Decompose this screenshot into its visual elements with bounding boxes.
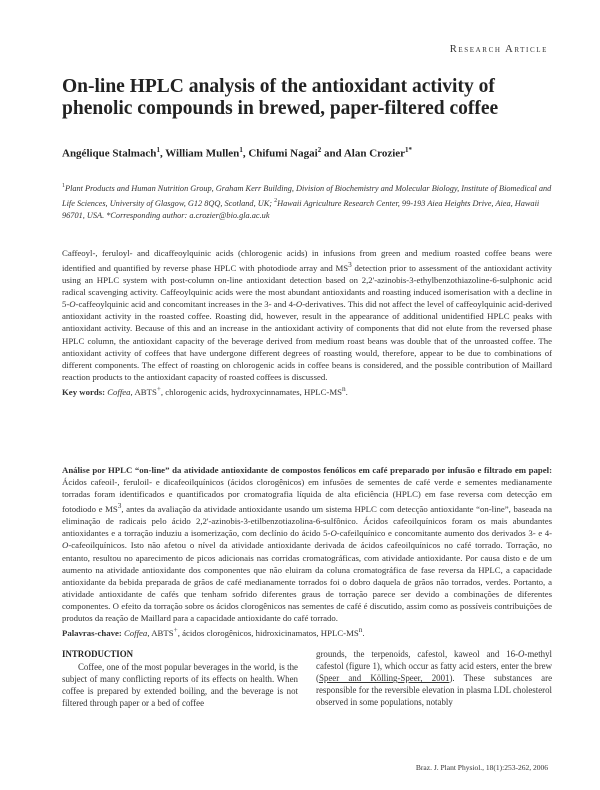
italic-o: O <box>69 299 76 310</box>
italic-o: O <box>295 299 303 310</box>
body-column-right <box>316 648 552 708</box>
superscript: n <box>358 626 363 635</box>
italic-o: O <box>330 528 337 539</box>
body-text: grounds, the terpenoids, cafestol, kaweol and 16- <box>316 649 518 659</box>
keywords-label: Key words: <box>62 386 106 397</box>
keywords: , ABTS <box>130 386 157 397</box>
superscript: n <box>341 384 346 393</box>
section-heading-introduction: INTRODUCTION <box>62 649 134 659</box>
affiliation-text: Hawaii Agriculture Research Center, 99-193 Aiea Heights Drive, Aiea, Hawaii 96701, USA. *Corresponding author: a.crozier@bio.gla.ac.uk <box>62 198 540 221</box>
reference-link[interactable]: Speer and Kölling-Speer, 2001 <box>318 673 450 684</box>
keywords: . <box>362 628 365 639</box>
resumo-title: Análise por HPLC “on-line” da atividade antioxidante de compostos fenólicos em café preparado por infusão e filtrado em papel: <box>62 465 552 475</box>
author-name: William Mullen <box>165 147 240 160</box>
superscript: 3 <box>117 502 122 511</box>
journal-footer: Braz. J. Plant Physiol., 18(1):253-262, 2006 <box>415 763 548 772</box>
abstract-text: detection prior to assessment of the antioxidant activity using an HPLC system with post-column on-line antioxidant detection based on 2,2'-azinobis-3-ethylbenzothiazoline-6-sulphonic acid radical scavenging activity. Caffeoylquinic acids were the most abundant antioxidants and roasting induced isomerisation with a decline in 5- <box>62 263 552 310</box>
keywords: . <box>345 386 348 397</box>
body-text: -methyl cafestol (figure 1), which occur as fatty acid esters, enter the brew ( <box>316 649 552 684</box>
author-separator: , <box>242 147 249 160</box>
author-affil-mark: 1 <box>239 146 243 154</box>
keywords: , ácidos clorogênicos, hidroxicinamatos, HPLC-MS <box>177 628 359 639</box>
italic-o: O <box>517 649 525 659</box>
italic-o: O <box>62 540 69 551</box>
body-column-left <box>62 648 298 709</box>
abstract-text: Caffeoyl-, feruloyl- and dicaffeoylquinic acids (chlorogenic acids) in infusions from green and medium roasted coffee beans were identified and quantified by reverse phase HPLC with photodiode array and MS <box>62 248 552 273</box>
affil-mark: 1 <box>62 183 65 189</box>
author-separator: and <box>321 147 344 160</box>
author-affil-mark: 1* <box>405 146 413 154</box>
body-paragraph: Coffee, one of the most popular beverages in the world, is the subject of many conflicting reports of its effects on health. When coffee is prepared by extended boiling, and the beverage is not filtered through paper or a bed of coffee <box>62 662 298 709</box>
keyword-coffea: Coffea <box>123 628 148 639</box>
author-affil-mark: 2 <box>317 146 322 154</box>
resumo-text: , antes da avaliação da atividade antioxidante usando um sistema HPLC com detecção antioxidante “on-line”, baseada na eliminação de radicais pelo ácido 2,2'-azinobis-3-etilbenzotiazolina-6-sulfônico. Ácidos cafeoilquínicos foram os mais abundantes antioxidantes e a torração induziu a isomerização, com declínio do ácido 5- <box>62 504 552 539</box>
author-list <box>62 146 412 160</box>
palavras-chave-label: Palavras-chave: <box>62 628 122 639</box>
affiliation-text: Plant Products and Human Nutrition Group, Graham Kerr Building, Division of Biochemistry and Molecular Biology, Institute of Biomedical and Life Sciences, University of Glasgow, G12 8QQ, Scotland, UK; <box>62 183 552 208</box>
abstract <box>62 247 552 398</box>
author-affil-mark: 1 <box>156 146 160 154</box>
keyword-coffea: Coffea <box>107 386 131 397</box>
author-separator: , <box>159 147 166 160</box>
resumo-text: Ácidos cafeoil-, feruloil- e dicafeoilquínicos (ácidos clorogênicos) em infusões de sementes de café verde e sementes medianamente torradas foram identificados e quantificados por cromatografia líquida de alta eficiência (HPLC) em fase reversa com detecção em fotodiodo e MS <box>62 477 552 515</box>
abstract-text: -caffeoylquinic acid and concomitant increases in the 3- and 4- <box>75 299 296 310</box>
superscript: + <box>156 384 161 393</box>
abstract-text: -derivatives. This did not affect the level of caffeoylquinic acid-derived antioxidant activity in the roasted coffee. Roasting did, however, result in the appearance of additional unidentified HPLC peaks with antioxidant activity. Because of this and an increase in the antioxidant activity of components that did not elute from the reversed phase HPLC column, the antioxidant capacity of the beverage derived from medium roast beans was double that of the unroasted coffee. The antioxidant activity of coffees that have undergone different degrees of roasting would, therefore, appear to be due to combinations of different components. The effect of roasting on chlorogenic acids in coffee beans is considered, and the possible contribution of Maillard reaction products to the antioxidant capacity of roasted coffees is discussed. <box>62 299 552 382</box>
author-name: Chifumi Nagai <box>248 147 318 160</box>
resumo-text: -cafeilquínico e concomitante aumento dos derivados 3- e 4- <box>336 528 552 539</box>
superscript: 3 <box>348 261 352 270</box>
superscript: + <box>173 626 178 635</box>
author-name: Angélique Stalmach <box>62 147 157 160</box>
article-title: On-line HPLC analysis of the antioxidant activity of phenolic compounds in brewed, paper-filtered coffee <box>62 76 499 119</box>
resumo <box>62 464 552 639</box>
resumo-text: -cafeoilquínicos. Isto não afetou o nível da atividade antioxidante derivada de ácidos cafeoilquínicos no café torrado. Torração, no entanto, resultou no aparecimento de picos adicionais nas corridas cromatográficas, com atividade antioxidante. Por causa disto e de um aumento na atividade antioxidante dos componentes que não eluiram da coluna cromatográfica de fase reversa da HPLC, a capacidade antioxidante da bebida preparada de grãos de café medianamente torrados foi o dobro daquela de grãos não torrados, verdes. Portanto, a atividade antioxidante de cafés que tenham sofrido diferentes graus de torração parece ser devido a combinações de diferentes componentes. O efeito da torração sobre os ácidos clorogênicos nas sementes de café é discutido, assim como as possíveis contribuições de produtos da reação de Maillard para a capacidade antioxidante do café torrado. <box>62 540 552 624</box>
body-text: ). These substances are responsible for the reversible elevation in plasma LDL cholesterol observed in some populations, notably <box>316 673 553 708</box>
affil-mark: 2 <box>274 198 278 205</box>
affiliations <box>62 180 552 223</box>
section-label: Research Article <box>449 44 548 55</box>
keywords: , ABTS <box>147 628 174 639</box>
keywords: , chlorogenic acids, hydroxycinnamates, HPLC-MS <box>160 386 342 397</box>
author-name: Alan Crozier <box>343 147 406 160</box>
